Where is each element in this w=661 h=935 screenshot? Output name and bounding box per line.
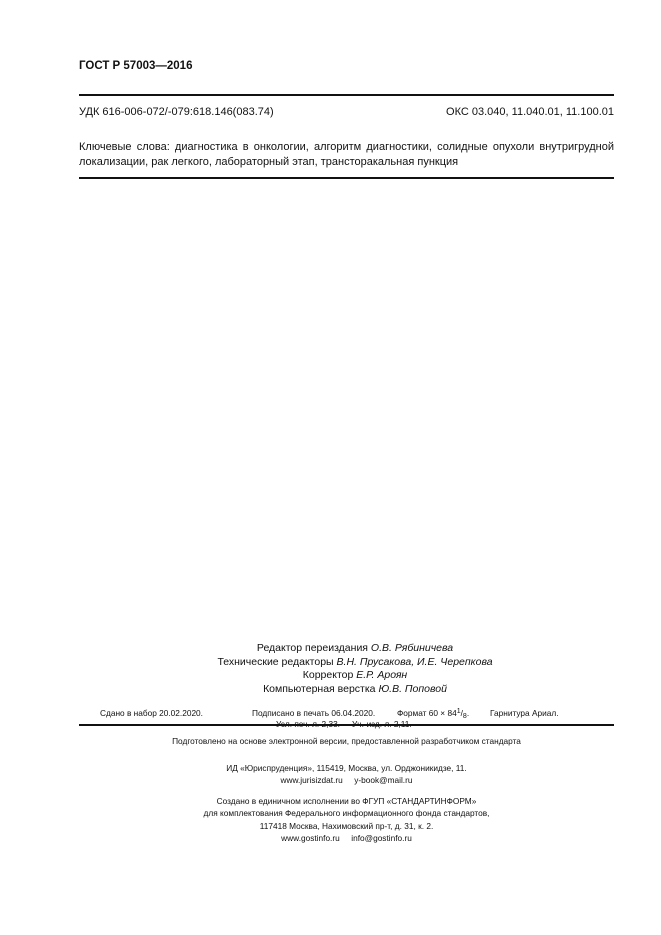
submitted-date: Сдано в набор 20.02.2020. xyxy=(100,708,203,718)
credit-editor xyxy=(180,642,530,656)
address-email: info@gostinfo.ru xyxy=(351,833,412,843)
udc-code: УДК 616-006-072/-079:618.146(083.74) xyxy=(79,106,274,118)
top-divider xyxy=(79,94,614,96)
prepared-note: Подготовлено на основе электронной версии, предоставленной разработчиком стандарта xyxy=(172,736,521,746)
print-format: Формат $60 \times 84^1/_8$. xyxy=(397,708,470,720)
created-line-2: для комплектования Федерального информационного фонда стандартов, xyxy=(203,808,490,818)
created-block xyxy=(79,795,614,819)
editor-name: О.В. Рябиничева xyxy=(370,642,454,654)
signed-date: Подписано в печать 06.04.2020. xyxy=(252,708,376,718)
layout-name: Ю.В. Поповой xyxy=(378,682,447,695)
tech-editors-label: Технические редакторы xyxy=(217,655,334,668)
format-numerator: 1 xyxy=(456,708,461,715)
oks-code: ОКС 03.040, 11.040.01, 11.100.01 xyxy=(446,106,614,118)
editor-label: Редактор переиздания xyxy=(256,642,368,654)
publisher-site: www.jurisizdat.ru xyxy=(280,775,343,785)
layout-label: Компьютерная верстка xyxy=(263,682,376,695)
keywords-block xyxy=(79,140,614,170)
created-line-1: Создано в единичном исполнении во ФГУП «СТАНДАРТИНФОРМ» xyxy=(216,796,477,806)
bottom-divider xyxy=(79,724,614,726)
keywords-line-2: локализации, рак легкого, лабораторный этап, трансторакальная пункция xyxy=(79,156,459,168)
publisher-email: y-book@mail.ru xyxy=(354,775,413,785)
credits-block xyxy=(180,642,530,696)
tech-editors-names: В.Н. Прусакова, И.Е. Черепкова xyxy=(336,655,493,668)
address-contacts xyxy=(79,832,614,844)
document-code: ГОСТ Р 57003—2016 xyxy=(79,60,193,72)
publisher-line-1: ИД «Юриспруденция», 115419, Москва, ул. Орджоникидзе, 11. xyxy=(226,763,467,773)
address-site: www.gostinfo.ru xyxy=(281,833,340,843)
typeface: Гарнитура Ариал. xyxy=(490,708,559,718)
keywords-divider xyxy=(79,177,614,179)
publisher-contacts xyxy=(79,774,614,786)
address-line-1: 117418 Москва, Нахимовский пр-т, д. 31, к. 2. xyxy=(259,821,434,831)
keywords-line-1: Ключевые слова: диагностика в онкологии, алгоритм диагностики, солидные опухоли внутригрудной xyxy=(79,141,614,153)
credit-layout xyxy=(180,683,530,697)
credit-tech-editors xyxy=(180,656,530,670)
classification-row xyxy=(79,106,614,118)
format-denominator: 8 xyxy=(462,713,467,720)
format-prefix: Формат 60 × 84 xyxy=(397,708,457,718)
corrector-label: Корректор xyxy=(302,669,354,681)
format-suffix: . xyxy=(466,708,470,718)
credit-corrector xyxy=(180,669,530,683)
corrector-name: Е.Р. Ароян xyxy=(356,669,408,681)
publisher-block xyxy=(79,762,614,786)
address-block xyxy=(79,820,614,844)
